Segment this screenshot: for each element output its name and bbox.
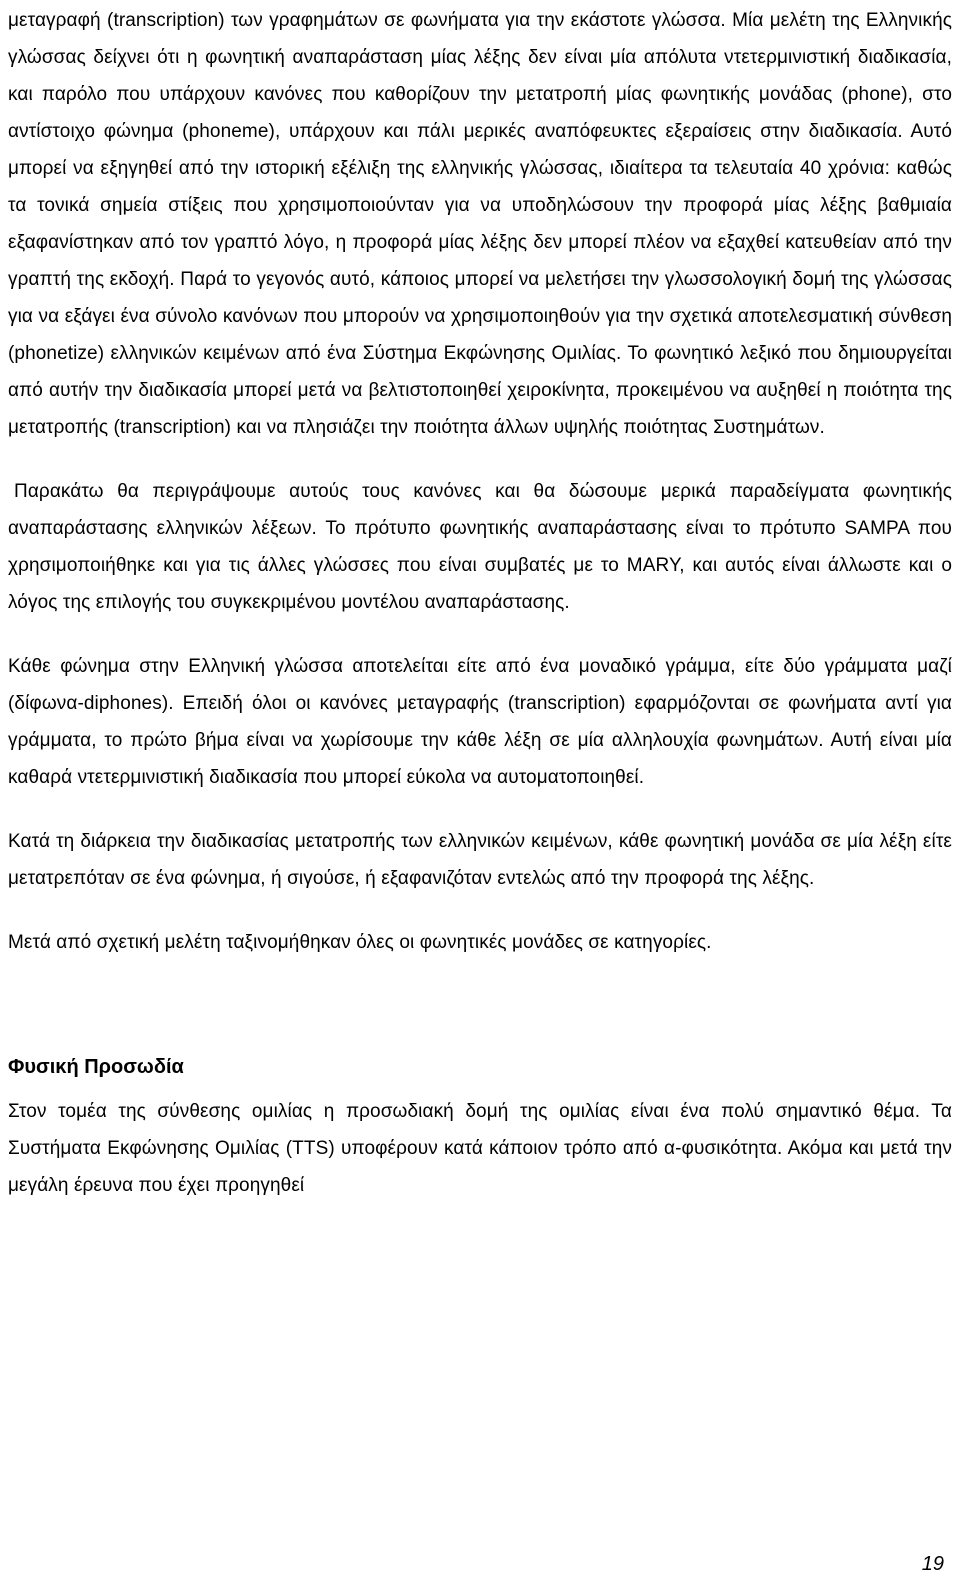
document-page xyxy=(8,0,952,1204)
page-number: 19 xyxy=(921,1553,944,1575)
section-heading: Φυσική Προσωδία xyxy=(8,1056,184,1078)
body-paragraph-categories: Μετά από σχετική μελέτη ταξινομήθηκαν όλες οι φωνητικές μονάδες σε κατηγορίες. xyxy=(8,932,712,953)
body-paragraph-prosody: Στον τομέα της σύνθεσης ομιλίας η προσωδιακή δομή της ομιλίας είναι ένα πολύ σημαντικό θέμα. Τα Συστήματα Εκφώνησης Ομιλίας (TTS) υποφέρουν κατά κάποιον τρόπο από α-φυσικότητα. Ακόμα και μετά την μεγάλη έρευνα που έχει προηγηθεί xyxy=(8,1101,952,1196)
body-paragraph-transcription: μεταγραφή (transcription) των γραφημάτων σε φωνήματα για την εκάστοτε γλώσσα. Μία μελέτη της Ελληνικής γλώσσας δείχνει ότι η φωνητική αναπαράσταση μίας λέξης δεν είναι μία απόλυτα ντετερμινιστική διαδικασία, και παρόλο που υπάρχουν κανόνες που καθορίζουν την μετατροπή μίας φωνητικής μονάδας (phone), στο αντίστοιχο φώνημα (phoneme), υπάρχουν και πάλι μερικές αναπόφευκτες εξεραίσεις στην διαδικασία. Αυτό μπορεί να εξηγηθεί από την ιστορική εξέλιξη της ελληνικής γλώσσας, ιδιαίτερα τα τελευταία 40 χρόνια: καθώς τα τονικά σημεία στίξεις που χρησιμοποιούνταν για να υποδηλώσουν την προφορά μίας λέξης βαθμιαία εξαφανίστηκαν από τον γραπτό λόγο, η προφορά μίας λέξης δεν μπορεί πλέον να εξαχθεί κατευθείαν από την γραπτή της εκδοχή. Παρά το γεγονός αυτό, κάποιος μπορεί να μελετήσει την γλωσσολογική δομή της γλώσσας για να εξάγει ένα σύνολο κανόνων που μπορούν να χρησιμοποιηθούν για την σχετικά αποτελεσματική σύνθεση (phonetize) ελληνικών κειμένων από ένα Σύστημα Εκφώνησης Ομιλίας. Το φωνητικό λεξικό που δημιουργείται από αυτήν την διαδικασία μπορεί μετά να βελτιστοποιηθεί χειροκίνητα, προκειμένου να αυξηθεί η ποιότητα της μετατροπής (transcription) και να πλησιάζει την ποιότητα άλλων υψηλής ποιότητας Συστημάτων. xyxy=(8,10,952,438)
body-paragraph-diphones: Κάθε φώνημα στην Ελληνική γλώσσα αποτελείται είτε από ένα μοναδικό γράμμα, είτε δύο γράμματα μαζί (δίφωνα-diphones). Επειδή όλοι οι κανόνες μεταγραφής (transcription) εφαρμόζονται σε φωνήματα αντί για γράμματα, το πρώτο βήμα είναι να χωρίσουμε την κάθε λέξη σε μία αλληλουχία φωνημάτων. Αυτή είναι μία καθαρά ντετερμινιστική διαδικασία που μπορεί εύκολα να αυτοματοποιηθεί. xyxy=(8,656,952,788)
body-paragraph-conversion: Κατά τη διάρκεια την διαδικασίας μετατροπής των ελληνικών κειμένων, κάθε φωνητική μονάδα σε μία λέξη είτε μετατρεπόταν σε ένα φώνημα, ή σιγούσε, ή εξαφανιζόταν εντελώς από την προφορά της λέξης. xyxy=(8,831,952,889)
body-paragraph-sampa: Παρακάτω θα περιγράψουμε αυτούς τους κανόνες και θα δώσουμε μερικά παραδείγματα φωνητικής αναπαράστασης ελληνικών λέξεων. Το πρότυπο φωνητικής αναπαράστασης είναι το πρότυπο SAMPA που χρησιμοποιήθηκε και για τις άλλες γλώσσες που είναι συμβατές με το MARY, και αυτός είναι άλλωστε και ο λόγος της επιλογής του συγκεκριμένου μοντέλου αναπαράστασης. xyxy=(8,481,952,613)
